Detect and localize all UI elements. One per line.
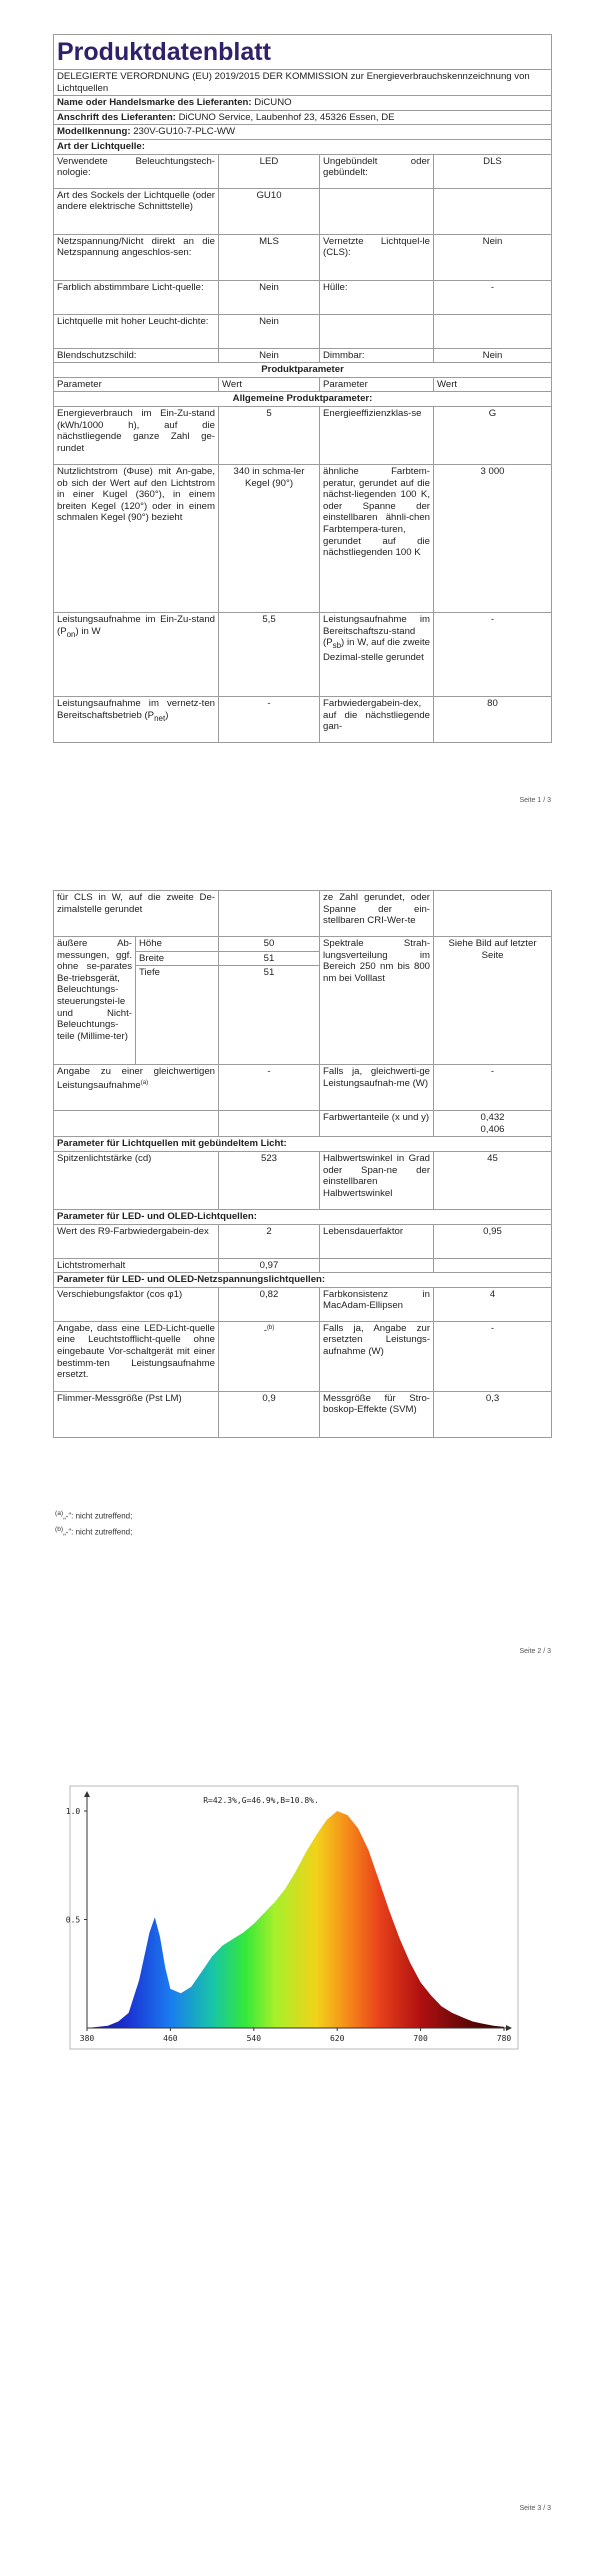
param-label: Flimmer-Messgröße (Pst LM)	[54, 1391, 219, 1437]
param-label: Leistungsaufnahme im Bereitschaftszu-stand $(P_{sb})$ in W, auf die zweite Dezimal-stelle gerundet	[320, 612, 434, 696]
param-label: Hülle:	[320, 280, 434, 314]
chroma-x: 0,432	[480, 1112, 505, 1124]
equiv-label: Angabe zu einer gleichwertigen Leistungsaufnahme	[57, 1066, 216, 1092]
x-tick-label: 380	[79, 2034, 95, 2043]
page-number: Seite 3 / 3	[519, 2505, 551, 2512]
param-value: Nein	[219, 314, 320, 348]
param-value: Siehe Bild auf letzter Seite	[434, 937, 552, 1065]
regulation-text: DELEGIERTE VERORDNUNG (EU) 2019/2015 DER KOMMISSION zur Energieverbrauchskennzeichnung von Lichtquellen	[54, 70, 552, 96]
param-label: Farbwiedergabein-dex, auf die nächstliegende gan-	[320, 696, 434, 742]
column-header-param: Parameter	[320, 377, 434, 392]
param-label: Leistungsaufnahme im vernetz-ten Bereitschaftsbetrieb $(P_{net})$	[54, 696, 219, 742]
param-label: Farblich abstimmbare Licht-quelle:	[54, 280, 219, 314]
supplier-address-label: Anschrift des Lieferanten:	[57, 111, 176, 123]
document-title: Produktdatenblatt	[54, 35, 552, 70]
x-tick-label: 540	[246, 2034, 262, 2043]
param-value: MLS	[219, 234, 320, 280]
param-value: -	[434, 280, 552, 314]
param-value: Nein	[434, 234, 552, 280]
param-value: 80	[434, 696, 552, 742]
page-number: Seite 1 / 3	[519, 797, 551, 804]
param-label: Lichtstromerhalt	[54, 1258, 219, 1273]
footnote-mark: (b)	[55, 1526, 64, 1533]
dimension-value: 50	[219, 937, 320, 952]
x-tick-label: 620	[329, 2034, 345, 2043]
model-value: 230V-GU10-7-PLC-WW	[133, 126, 236, 138]
chart-annotation: R=42.3%,G=46.9%,B=10.8%.	[203, 1796, 319, 1805]
param-value: 0,95	[434, 1224, 552, 1258]
param-value: 3 000	[434, 464, 552, 612]
param-value: 0,3	[434, 1391, 552, 1437]
param-label: Vernetzte Lichtquel-le (CLS):	[320, 234, 434, 280]
param-value: Nein	[219, 348, 320, 363]
footnote-text: „-“: nicht zutreffend;	[63, 1527, 133, 1537]
chroma-y: 0,406	[480, 1123, 505, 1135]
param-label: Falls ja, gleichwerti-ge Leistungsaufnah-me (W)	[320, 1065, 434, 1111]
param-label: Netzspannung/Nicht direkt an die Netzspannung angeschlos-sen:	[54, 234, 219, 280]
column-header-value: Wert	[434, 377, 552, 392]
param-value: -	[219, 1065, 320, 1111]
general-params-header: Allgemeine Produktparameter:	[54, 392, 552, 407]
param-label: Energieeffizienzklas-se	[320, 406, 434, 464]
param-label: Falls ja, Angabe zur ersetzten Leistungs-aufnahme (W)	[320, 1321, 434, 1391]
param-value: 0,82	[219, 1287, 320, 1321]
param-label: Lichtquelle mit hoher Leucht-dichte:	[54, 314, 219, 348]
param-value: 4	[434, 1287, 552, 1321]
x-tick-label: 700	[413, 2034, 428, 2043]
param-value: G	[434, 406, 552, 464]
param-label: Wert des R9-Farbwiedergabein-dex	[54, 1224, 219, 1258]
value-text: -	[263, 1325, 267, 1337]
footnote-text: „-“: nicht zutreffend;	[63, 1511, 133, 1521]
param-value: 5	[219, 406, 320, 464]
param-value: Nein	[434, 348, 552, 363]
param-value: DLS	[434, 154, 552, 188]
param-value: -	[434, 1321, 552, 1391]
param-value: 0,97	[219, 1258, 320, 1273]
led-header: Parameter für LED- und OLED-Lichtquellen:	[54, 1210, 552, 1225]
supplier-address-value: DiCUNO Service, Laubenhof 23, 45326 Essen, DE	[178, 111, 395, 123]
footnote-mark: (a)	[55, 1510, 64, 1517]
param-label: Halbwertswinkel in Grad oder Span-ne der einstellbaren Halbwertswinkel	[320, 1152, 434, 1210]
dimensions-label: äußere Ab-messungen, ggf. ohne se-parates Be-triebsgerät, Beleuchtungs-steuerungstei-le und Nicht-Beleuchtungs-teile (Millime-ter)	[54, 937, 136, 1065]
param-label: für CLS in W, auf die zweite De-zimalstelle gerundet	[54, 891, 219, 937]
param-label: Art des Sockels der Lichtquelle (oder andere elektrische Schnittstelle)	[54, 188, 219, 234]
param-label: Spitzenlichtstärke (cd)	[54, 1152, 219, 1210]
column-header-value: Wert	[219, 377, 320, 392]
mains-header: Parameter für LED- und OLED-Netzspannungslichtquellen:	[54, 1273, 552, 1288]
param-label: ähnliche Farbtem-peratur, gerundet auf die nächst-liegenden 100 K, oder Spanne der einstellbaren ähnli-chen Farbtempera-turen, gerundet auf die nächstliegenden 100 K	[320, 464, 434, 612]
param-label: Spektrale Strah-lungsverteilung im Bereich 250 nm bis 800 nm bei Volllast	[320, 937, 434, 1065]
x-tick-label: 780	[496, 2034, 512, 2043]
param-label: Blendschutzschild:	[54, 348, 219, 363]
footnote-mark: (b)	[266, 1324, 275, 1331]
param-value: 0,9	[219, 1391, 320, 1437]
dimension-key: Breite	[136, 951, 219, 966]
param-value: 523	[219, 1152, 320, 1210]
y-tick-label: 0.5	[65, 1915, 81, 1925]
x-tick-label: 460	[163, 2034, 178, 2043]
dimension-key: Höhe	[136, 937, 219, 952]
footnote-mark: (a)	[140, 1079, 149, 1086]
param-value: 340 in schma-ler Kegel (90°)	[219, 464, 320, 612]
param-label: ze Zahl gerundet, oder Spanne der ein-stellbaren CRI-Wer-te	[320, 891, 434, 937]
page-number: Seite 2 / 3	[519, 1648, 551, 1655]
dimension-value: 51	[219, 966, 320, 980]
param-label: Verwendete Beleuchtungstech-nologie:	[54, 154, 219, 188]
directional-header: Parameter für Lichtquellen mit gebündeltem Licht:	[54, 1137, 552, 1152]
param-value: GU10	[219, 188, 320, 234]
model-label: Modellkennung:	[57, 126, 131, 138]
param-value: -	[434, 612, 552, 696]
param-label: Farbwertanteile (x und y)	[320, 1111, 434, 1137]
column-header-param: Parameter	[54, 377, 219, 392]
param-label: Dimmbar:	[320, 348, 434, 363]
supplier-name-value: DiCUNO	[254, 97, 292, 109]
param-label: Messgröße für Stro-boskop-Effekte (SVM)	[320, 1391, 434, 1437]
supplier-name-label: Name oder Handelsmarke des Lieferanten:	[57, 97, 252, 109]
light-type-header: Art der Lichtquelle:	[54, 139, 552, 154]
param-label: Nutzlichtstrom (Φuse) mit An-gabe, ob sich der Wert auf den Lichtstrom in einer Kugel (360°), in einem breiten Kegel (120°) oder in einem schmalen Kegel (90°) bezieht	[54, 464, 219, 612]
y-tick-label: 1.0	[65, 1807, 81, 1816]
param-value: 5,5	[219, 612, 320, 696]
product-params-header: Produktparameter	[54, 363, 552, 378]
param-value: -	[434, 1065, 552, 1111]
dimension-key: Tiefe	[136, 966, 219, 980]
dimension-value: 51	[219, 951, 320, 966]
param-value: Nein	[219, 280, 320, 314]
param-label: Farbkonsistenz in MacAdam-Ellipsen	[320, 1287, 434, 1321]
param-value: 45	[434, 1152, 552, 1210]
param-label: Energieverbrauch im Ein-Zu-stand (kWh/1000 h), auf die nächstliegende ganze Zahl ge-rundet	[54, 406, 219, 464]
param-label: Verschiebungsfaktor (cos φ1)	[54, 1287, 219, 1321]
param-label: Leistungsaufnahme im Ein-Zu-stand $(P_{on})$ in W	[54, 612, 219, 696]
param-value: LED	[219, 154, 320, 188]
param-label: Lebensdauerfaktor	[320, 1224, 434, 1258]
param-value: 2	[219, 1224, 320, 1258]
param-label: Ungebündelt oder gebündelt:	[320, 154, 434, 188]
param-value: -	[219, 696, 320, 742]
spectrum-chart	[65, 1785, 519, 2050]
param-label: Angabe, dass eine LED-Licht-quelle eine Leuchtstofflicht-quelle ohne eingebaute Vor-schaltgerät mit einer bestimm-ten Leistungsaufnahme ersetzt.	[54, 1321, 219, 1391]
